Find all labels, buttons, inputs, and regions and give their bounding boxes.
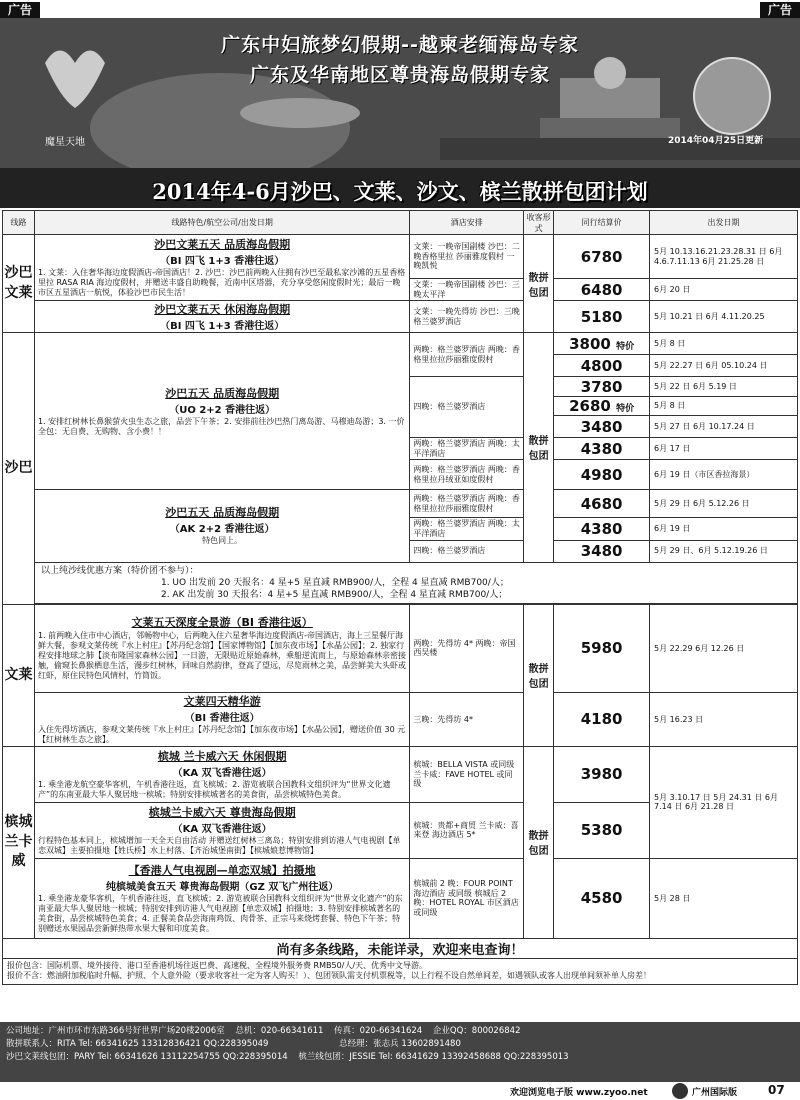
page-number: 07 — [768, 1083, 785, 1097]
header-mode: 收客形式 — [524, 211, 554, 235]
footer-line-2 — [6, 1038, 794, 1051]
route-title: 【香港人气电视剧—单恋双城】拍摄地 — [128, 863, 316, 877]
route-subtitle: （KA 双飞香港往返） — [172, 767, 272, 779]
route-features: 入住先得坊酒店，参观文莱传统『水上村庄』【苏丹纪念馆】【加东夜市场】【水晶公园】，赠送价值 30 元【红树林生态之旅】。 — [37, 724, 406, 744]
banner-title-2: 广东及华南地区尊贵海岛假期专家 — [249, 64, 550, 86]
hotel-cell: 三晚：先得坊 4* — [410, 692, 524, 746]
logo-text: 魔星天地 — [45, 137, 85, 148]
promo-item-2: 2. AK 出发前 30 天报名：4 星+5 星直减 RMB900/人，全程 4 星直减 RMB700/人； — [160, 589, 508, 600]
contact-penang: 槟兰线包团：JESSIE Tel: 66341629 13392458688 QQ:228395013 — [298, 1051, 569, 1062]
promo-cell — [34, 562, 797, 603]
route-subtitle: （UO 2+2 香港往返） — [169, 404, 276, 416]
price-cell: 4680 — [554, 490, 650, 518]
price-cell: 5380 — [554, 802, 650, 858]
price-cell — [554, 397, 650, 416]
dates-cell: 6月 20 日 — [650, 279, 798, 301]
route-title: 沙巴五天 品质海岛假期 — [165, 506, 280, 520]
hotel-cell: 文莱：一晚帝国副楼 沙巴：三晚太平洋 — [410, 279, 524, 301]
price-cell: 5180 — [554, 301, 650, 333]
hotel-cell: 槟城前 2 晚：FOUR POINT 海边酒店 或同级 槟城后 2 晚：HOTEL ROYAL 市区酒店 或同级 — [410, 858, 524, 938]
promo-title: 以上纯沙线优惠方案（特价团不参与）： — [40, 565, 199, 576]
contact-scattered: 散拼联系人：RITA Tel: 66341625 13312836421 QQ:228395049 — [6, 1038, 269, 1049]
dates-cell: 5月 29 日、6月 5.12.19.26 日 — [650, 540, 798, 562]
price-cell: 3780 — [554, 377, 650, 397]
price-cell — [554, 333, 650, 355]
hotel-cell: 两晚：格兰婆罗酒店 两晚：香格里拉拉莎丽雅度假村 — [410, 490, 524, 518]
hotel-cell: 两晚：格兰婆罗酒店 两晚：香格里拉拉莎丽雅度假村 — [410, 333, 524, 377]
paper-name: 广州国际版 — [692, 1088, 738, 1098]
route-features: 行程特色基本同上，槟城增加一天全天自由活动 并赠送红树林三离岛；特别安排到访港人气电视剧【单恋双城】主要拍摄地【姓氏桥】水上村落、【齐治城堡南街】【槟城娘惹博物馆】 — [37, 835, 401, 855]
dates-cell: 5月 8 日 — [650, 397, 798, 416]
route-cell — [34, 301, 409, 333]
hotel-cell: 槟城：贵都+商贸 兰卡威：喜来登 海边酒店 5* — [410, 802, 524, 858]
main-phone: 总机：020-66341611 — [235, 1026, 324, 1036]
hotel-cell: 四晚：格兰婆罗酒店 — [410, 540, 524, 562]
route-cell — [34, 490, 409, 562]
mode-cell: 散拼包团 — [524, 333, 554, 562]
mode-cell: 散拼包团 — [524, 604, 554, 746]
dates-cell: 6月 19 日 — [650, 518, 798, 540]
price-cell: 4380 — [554, 518, 650, 540]
price-cell: 4980 — [554, 460, 650, 490]
header-hotel: 酒店安排 — [410, 211, 524, 235]
dates-cell: 5月 10.13.16.21.23.28.31 日 6月 4.6.7.11.13 6月 21.25.28 日 — [650, 235, 798, 279]
route-title: 槟城 兰卡威六天 休闲假期 — [157, 749, 287, 763]
company-address: 公司地址：广州市环市东路366号好世界广场20楼2006室 — [6, 1026, 225, 1036]
ad-label-right: 广告 — [760, 2, 800, 18]
banner — [0, 18, 800, 208]
route-title: 沙巴文莱五天 品质海岛假期 — [154, 238, 291, 252]
price-cell: 4180 — [554, 692, 650, 746]
notes-row — [3, 958, 798, 984]
hotel-cell: 两晚：先得坊 4* 两晚：帝国西吴楼 — [410, 604, 524, 692]
route-features: 1. 乘坐港龙豪华客机，午机香港往返，直飞槟城；2. 游览被联合国教科文组织评为“世界文化遗产”的东南亚最大华人聚居地一槟城；特别安排到访港人气电视剧【单恋双城】拍摄地；3. 特别安排槟城著名的美食街，品尝槟城特色美食；4. 正餐美食品尝海南鸡饭、肉骨茶、正宗马来烧烤套餐、特色下午茶；特别赠送水果园品尝新鲜热带水果大餐和印度美食。 — [37, 893, 403, 933]
table-row — [3, 333, 798, 355]
ad-label-left: 广告 — [0, 2, 40, 18]
page-bottom-bar — [0, 1082, 800, 1100]
dates-cell: 5月 28 日 — [650, 858, 798, 938]
table-row — [3, 604, 798, 692]
price-cell: 6780 — [554, 235, 650, 279]
route-subtitle: （BI 四飞 1+3 香港往返） — [160, 321, 285, 333]
dates-cell: 5月 3.10.17 日 5月 24.31 日 6月 7.14 日 6月 21.28 日 — [650, 746, 798, 858]
fee-included: 报价包含：国际机票、境外接待、港口至香港机场往返巴费、高速税、全程境外服务费 RMB50/人/天、优秀中文导游。 — [7, 960, 428, 970]
header-price: 同行结算价 — [554, 211, 650, 235]
price-tag: 特价 — [616, 404, 635, 415]
schedule-table — [2, 210, 798, 985]
price-tag: 特价 — [616, 341, 635, 352]
dates-cell: 5月 22 日 6月 5.19 日 — [650, 377, 798, 397]
price-cell: 3480 — [554, 416, 650, 438]
table-row — [3, 490, 798, 518]
route-cell — [34, 235, 409, 301]
route-title: 沙巴文莱五天 休闲海岛假期 — [154, 303, 291, 317]
route-title: 文莱四天精华游 — [183, 694, 261, 708]
table-row — [3, 235, 798, 279]
banner-title-1: 广东中妇旅梦幻假期--越柬老缅海岛专家 — [221, 34, 579, 56]
route-features: 1. 安排红树林长鼻猴萤火虫生态之旅，品尝下午茶；2. 安排前往沙巴热门离岛游、马穆迪岛游；3. 一价全包：无自费、无购物、含小费！！ — [37, 416, 405, 436]
price-cell: 4380 — [554, 438, 650, 460]
dates-cell: 5月 29 日 6月 5.12.26 日 — [650, 490, 798, 518]
dates-cell: 5月 22.29 6月 12.26 日 — [650, 604, 798, 692]
route-subtitle: （BI 四飞 1+3 香港往返） — [160, 256, 285, 268]
route-title: 文莱五天深度全景游（BI 香港往返） — [131, 616, 313, 630]
hotel-cell: 两晚：格兰婆罗酒店 两晚：太平洋酒店 — [410, 438, 524, 460]
route-subtitle: （KA 双飞香港往返） — [172, 823, 272, 835]
dates-cell: 5月 27 日 6月 10.17.24 日 — [650, 416, 798, 438]
table-header — [3, 211, 798, 235]
route-cell — [34, 802, 409, 858]
route-title: 沙巴五天 品质海岛假期 — [165, 386, 280, 400]
route-subtitle: （BI 香港往返） — [184, 712, 260, 724]
route-title: 槟城兰卡威六天 尊贵海岛假期 — [148, 805, 296, 819]
route-cell — [34, 858, 409, 938]
more-row — [3, 938, 798, 958]
dates-cell: 5月 10.21 日 6月 4.11.20.25 — [650, 301, 798, 333]
route-features: 1. 前两晚入住市中心酒店，邻畅物中心，后两晚入住六星奢华海边度假酒店-帝国酒店，海上三星餐厅海鲜大餐，参观文莱传统『水上村庄』【苏丹纪念馆】【国家博物馆】【加东夜市场】【水晶公园】；2. 独家行程安排地球之肺【淡布隆国家森林公园】一日游，无限贴近原始森林，乘船逆流而上，与原始森林亲密接触，偷窥长鼻猴栖息生活，漫步红树林，回味自然韵律，登高了望远，尽览雨林之美，品尝鲜美大头虾或红虾，原住民特色风情村，竹筒饭。 — [37, 631, 406, 681]
mode-cell: 散拼包团 — [524, 746, 554, 938]
fee-excluded: 报价不含：燃油附加税临时升幅、护照、个人意外险（要求收客社一定为客人购买！）、包团领队需支付机票税等，以上行程不设自然单间差，如遇领队或客人出现单间须补单人房差！ — [7, 971, 651, 981]
fax: 传真：020-66341624 — [334, 1026, 423, 1036]
footer-line-3 — [6, 1051, 794, 1064]
region-shawen: 沙巴文莱 — [3, 235, 35, 333]
site-link[interactable]: 欢迎浏览电子版 www.zyoo.net — [510, 1088, 648, 1098]
contact-footer — [0, 1022, 800, 1082]
region-penang: 槟城兰卡威 — [3, 746, 35, 938]
footer-line-1 — [6, 1025, 794, 1038]
price-value: 3800 — [569, 334, 611, 353]
region-brunei: 文莱 — [3, 604, 35, 746]
price-cell: 5980 — [554, 604, 650, 692]
hotel-cell: 文莱：一晚先得坊 沙巴：三晚格兰婆罗酒店 — [410, 301, 524, 333]
plan-title: 2014年4-6月沙巴、文莱、沙文、槟兰散拼包团计划 — [152, 179, 648, 204]
contact-sabah-brunei: 沙巴文莱线包团：PARY Tel: 66341626 13112254755 QQ:228395014 — [6, 1051, 288, 1062]
mode-cell: 散拼包团 — [524, 235, 554, 333]
dates-cell: 5月 8 日 — [650, 333, 798, 355]
header-features: 线路特色/航空公司/出发日期 — [34, 211, 409, 235]
route-features: 特色同上。 — [202, 536, 243, 546]
hotel-cell: 文莱：一晚帝国副楼 沙巴：二晚香格里拉 莎丽雅度假村 一晚凯悦 — [410, 235, 524, 279]
hotel-cell: 槟城：BELLA VISTA 或同级 兰卡威：FAVE HOTEL 或同级 — [410, 746, 524, 802]
dates-cell: 6月 17 日 — [650, 438, 798, 460]
promo-row — [3, 562, 798, 603]
price-cell: 4800 — [554, 355, 650, 377]
route-cell — [34, 333, 409, 490]
header-route: 线路 — [3, 211, 35, 235]
route-subtitle: 纯槟城美食五天 尊贵海岛假期（GZ 双飞广州往返） — [105, 881, 339, 893]
price-cell: 6480 — [554, 279, 650, 301]
company-qq: 企业QQ：800026842 — [432, 1026, 521, 1036]
route-cell — [34, 604, 409, 692]
table-row — [3, 858, 798, 938]
price-cell: 3980 — [554, 746, 650, 802]
price-cell: 3480 — [554, 540, 650, 562]
route-subtitle: （AK 2+2 香港往返） — [169, 524, 275, 536]
hotel-cell: 两晚：格兰婆罗酒店 两晚：香格里拉丹绒亚如度假村 — [410, 460, 524, 490]
update-date: 2014年04月25日更新 — [668, 136, 764, 146]
route-cell — [34, 746, 409, 802]
notes-cell — [3, 958, 798, 984]
price-value: 2680 — [569, 397, 611, 416]
header-dates: 出发日期 — [650, 211, 798, 235]
route-features: 1. 乘坐港龙航空豪华客机，午机香港往返，直飞槟城；2. 游览被联合国教科文组织评为“世界文化遗产”的东南亚最大华人聚居地一槟城；特别安排槟城著名的美食街，品尝槟城特色美食。 — [37, 779, 391, 799]
table-row — [3, 746, 798, 802]
promo-item-1: 1. UO 出发前 20 天报名：4 星+5 星直减 RMB900/人，全程 4 星直减 RMB700/人； — [160, 577, 509, 588]
route-features: 1. 文莱：入住奢华海边度假酒店-帝国酒店！2. 沙巴：沙巴前两晚入住拥有沙巴至最私家沙滩的五星香格里拉 RASA RIA 海边度假村，并赠送丰盛自助晚餐，近南中区塔器，充分享受悠闲度假时光；最后一晚市区五星酒店一航悦，体验沙巴市民生活！ — [37, 268, 406, 298]
dates-cell: 6月 19 日（市区香拉海景） — [650, 460, 798, 490]
general-manager: 总经理：张志兵 13602891480 — [339, 1038, 461, 1049]
more-notice: 尚有多条线路，未能详录，欢迎来电查询！ — [3, 938, 798, 958]
table-row — [3, 692, 798, 746]
price-cell: 4580 — [554, 858, 650, 938]
hotel-cell: 四晚：格兰婆罗酒店 — [410, 377, 524, 438]
dates-cell: 5月 22.27 日 6月 05.10.24 日 — [650, 355, 798, 377]
region-sabah: 沙巴 — [3, 333, 35, 605]
table-row — [3, 301, 798, 333]
hotel-cell: 两晚：格兰婆罗酒店 两晚：太平洋酒店 — [410, 518, 524, 540]
paper-logo-icon — [672, 1083, 688, 1099]
dates-cell: 5月 16.23 日 — [650, 692, 798, 746]
route-cell — [34, 692, 409, 746]
